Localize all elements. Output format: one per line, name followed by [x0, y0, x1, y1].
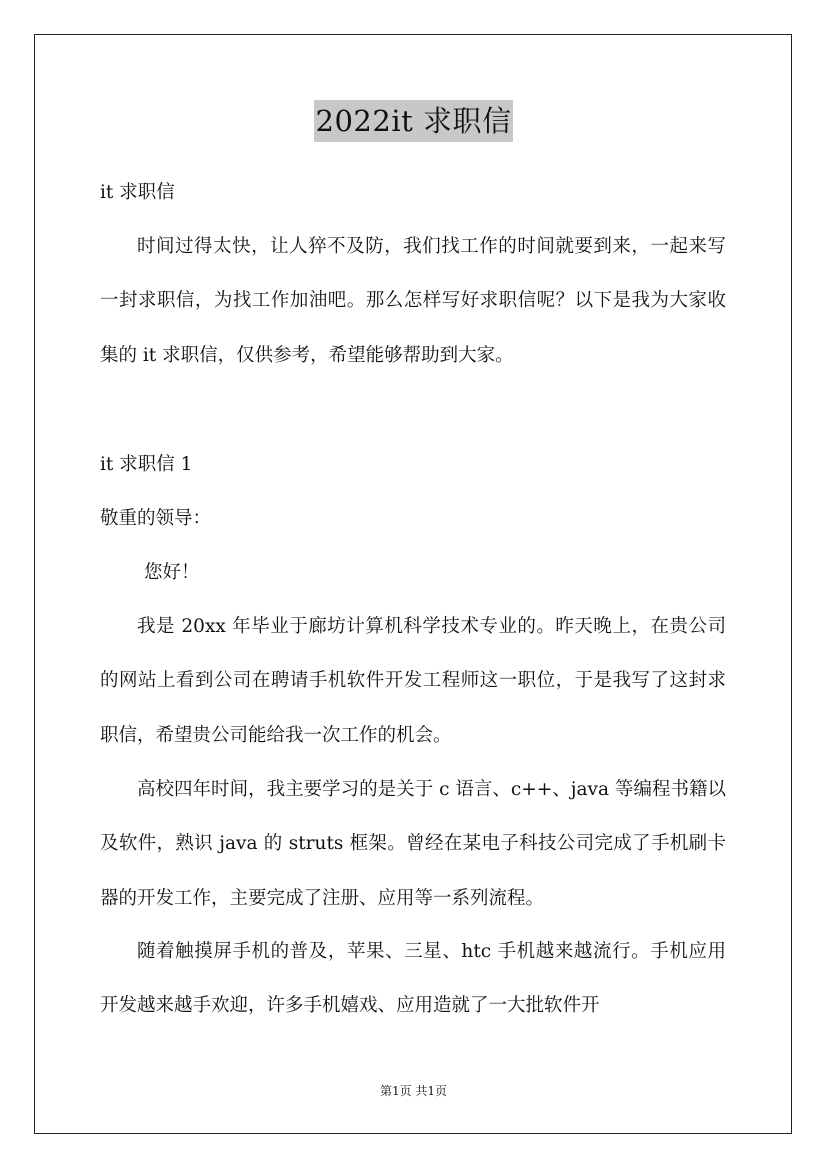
body-paragraph: 我是 20xx 年毕业于廊坊计算机科学技术专业的。昨天晚上，在贵公司的网站上看到公司在聘请手机软件开发工程师这一职位，于是我写了这封求职信，希望贵公司能给我一次工作的机会。 — [100, 616, 726, 746]
section-heading: it 求职信 1 — [100, 454, 193, 475]
document-subtitle: it 求职信 — [100, 182, 175, 203]
body-paragraph: 高校四年时间，我主要学习的是关于 c 语言、c++、java 等编程书籍以及软件，熟识 java 的 struts 框架。曾经在某电子科技公司完成了手机刷卡器的开发工作，主要完成了注册、应用等一系列流程。 — [100, 779, 726, 909]
body-paragraph: 随着触摸屏手机的普及，苹果、三星、htc 手机越来越流行。手机应用开发越来越手欢迎，许多手机嬉戏、应用造就了一大批软件开 — [100, 941, 726, 1017]
title-container — [0, 100, 827, 142]
document-title: 2022it 求职信 — [314, 100, 514, 142]
salutation: 敬重的领导： — [100, 508, 212, 529]
page-footer: 第1页 共1页 — [379, 1084, 448, 1098]
intro-paragraph: 时间过得太快，让人猝不及防，我们找工作的时间就要到来，一起来写一封求职信，为找工作加油吧。那么怎样写好求职信呢？以下是我为大家收集的 it 求职信，仅供参考，希望能够帮助到大家。 — [100, 236, 726, 366]
greeting: 您好！ — [144, 562, 200, 583]
